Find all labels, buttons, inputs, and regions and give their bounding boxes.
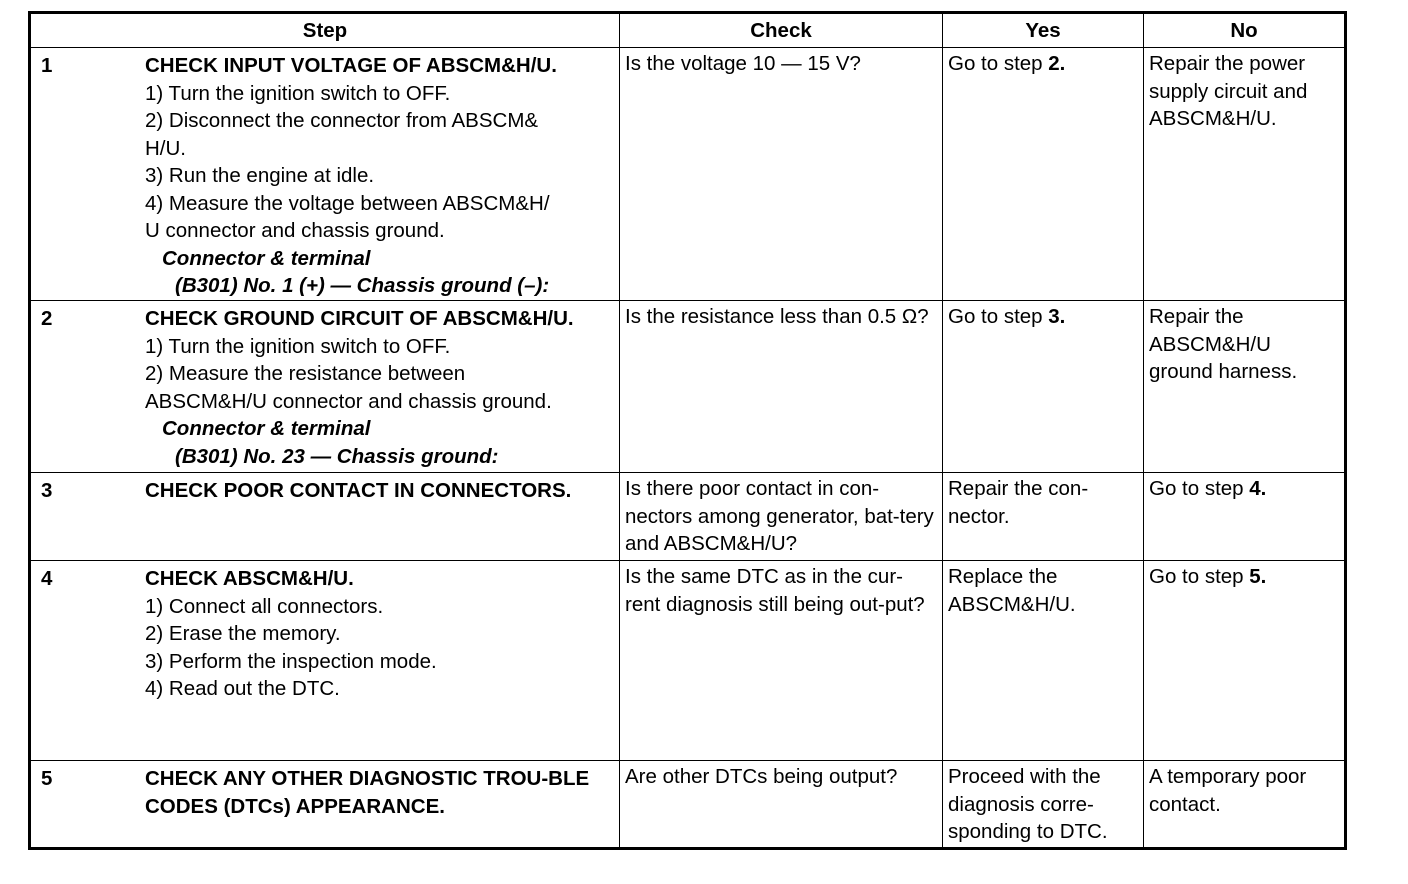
table-row — [30, 761, 1346, 849]
step-heading: CHECK GROUND CIRCUIT OF ABSCM&H/U. — [145, 307, 574, 330]
substep-line: 4) Measure the voltage between ABSCM&H/ — [145, 191, 550, 215]
substep-line: H/U. — [145, 136, 186, 160]
no-cell — [1144, 473, 1346, 561]
step-heading: CHECK ABSCM&H/U. — [145, 567, 354, 590]
check-cell: Is the voltage 10 — 15 V? — [620, 48, 943, 301]
yes-cell — [943, 48, 1144, 301]
yes-step-ref: 3. — [1048, 305, 1066, 328]
step-cell — [30, 761, 620, 849]
step-cell — [30, 561, 620, 761]
header-yes: Yes — [943, 13, 1144, 48]
no-step-ref: 5. — [1249, 565, 1267, 588]
substep-line: U connector and chassis ground. — [145, 219, 445, 242]
header-row — [30, 13, 1346, 48]
step-cell — [30, 48, 620, 301]
substep-line: 2) Disconnect the connector from ABSCM& — [145, 109, 539, 132]
yes-text: Go to step — [948, 305, 1049, 328]
substep-line: 2) Measure the resistance between — [145, 362, 466, 385]
step-number: 4 — [41, 567, 53, 590]
substep-line: 1) Turn the ignition switch to OFF. — [145, 81, 451, 105]
header-step: Step — [30, 13, 620, 48]
connector-terminal-title: Connector & terminal — [162, 246, 371, 270]
yes-step-ref: 2. — [1048, 52, 1066, 75]
substep-line: 3) Run the engine at idle. — [145, 164, 375, 187]
yes-cell: Replace the ABSCM&H/U. — [943, 561, 1144, 761]
step-number: 1 — [41, 54, 53, 77]
header-check: Check — [620, 13, 943, 48]
substep-line: ABSCM&H/U connector and chassis ground. — [145, 389, 552, 413]
substep-line: 1) Turn the ignition switch to OFF. — [145, 334, 451, 358]
no-step-ref: 4. — [1249, 477, 1267, 500]
no-cell: A temporary poor contact. — [1144, 761, 1346, 849]
diagnostic-table-sheet — [28, 11, 1344, 850]
step-heading: CHECK POOR CONTACT IN CONNECTORS. — [145, 479, 572, 502]
step-cell — [30, 301, 620, 473]
substep-line: 1) Connect all connectors. — [145, 594, 384, 618]
step-number: 2 — [41, 307, 53, 330]
no-text: Go to step — [1149, 565, 1250, 588]
yes-cell: Proceed with the diagnosis corre-sponding to DTC. — [943, 761, 1144, 849]
check-cell: Is there poor contact in con-nectors among generator, bat-tery and ABSCM&H/U? — [620, 473, 943, 561]
no-text: Go to step — [1149, 477, 1250, 500]
table-row — [30, 301, 1346, 473]
no-cell: Repair the power supply circuit and ABSCM&H/U. — [1144, 48, 1346, 301]
connector-terminal-spec: (B301) No. 1 (+) — Chassis ground (–): — [175, 274, 550, 297]
check-cell: Is the resistance less than 0.5 Ω? — [620, 301, 943, 473]
diagnostic-table — [28, 11, 1347, 850]
table-row — [30, 48, 1346, 301]
header-no: No — [1144, 13, 1346, 48]
step-heading: CHECK INPUT VOLTAGE OF ABSCM&H/U. — [145, 54, 557, 77]
step-heading: CHECK ANY OTHER DIAGNOSTIC TROU-BLE CODES (DTCs) APPEARANCE. — [145, 767, 590, 818]
table-row — [30, 561, 1346, 761]
substep-line: 2) Erase the memory. — [145, 622, 341, 645]
yes-text: Go to step — [948, 52, 1049, 75]
connector-terminal-title: Connector & terminal — [162, 417, 371, 440]
substep-line: 3) Perform the inspection mode. — [145, 649, 437, 673]
yes-cell: Repair the con-nector. — [943, 473, 1144, 561]
check-cell: Are other DTCs being output? — [620, 761, 943, 849]
no-cell — [1144, 561, 1346, 761]
yes-cell — [943, 301, 1144, 473]
step-cell — [30, 473, 620, 561]
table-row — [30, 473, 1346, 561]
step-number: 3 — [41, 479, 53, 502]
connector-terminal-spec: (B301) No. 23 — Chassis ground: — [175, 444, 499, 468]
substep-line: 4) Read out the DTC. — [145, 677, 340, 700]
step-number: 5 — [41, 767, 53, 790]
check-cell: Is the same DTC as in the cur-rent diagnosis still being out-put? — [620, 561, 943, 761]
no-cell: Repair the ABSCM&H/U ground harness. — [1144, 301, 1346, 473]
